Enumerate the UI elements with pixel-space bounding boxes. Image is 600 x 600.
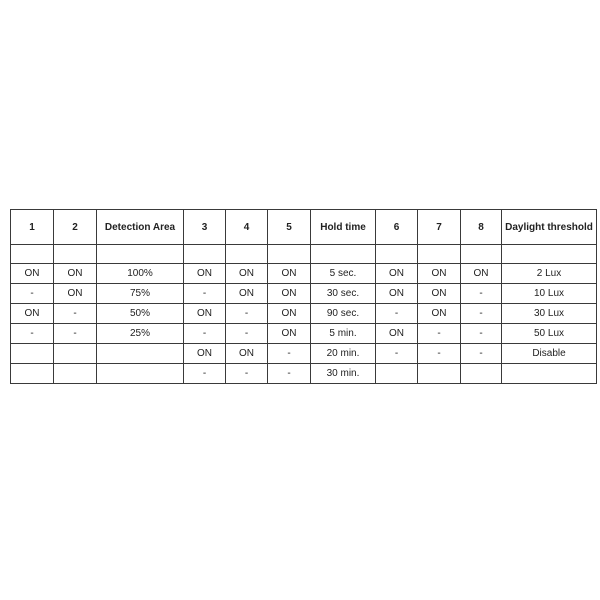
table-cell: ON (418, 304, 461, 324)
table-cell: ON (184, 264, 226, 284)
header-switch-4: 4 (226, 210, 268, 245)
table-cell: - (54, 304, 97, 324)
table-row (11, 364, 597, 384)
table-cell: ON (184, 304, 226, 324)
table-cell: 30 Lux (502, 304, 597, 324)
header-daylight-threshold: Daylight threshold (502, 210, 597, 245)
table-cell: - (226, 364, 268, 384)
table-cell: - (376, 344, 418, 364)
table-cell: ON (226, 264, 268, 284)
table-row (11, 304, 597, 324)
table-cell: 25% (97, 324, 184, 344)
table-cell: ON (268, 264, 311, 284)
table-cell (97, 344, 184, 364)
header-row (11, 210, 597, 245)
table-cell (418, 364, 461, 384)
table-cell: 5 min. (311, 324, 376, 344)
table-cell: 20 min. (311, 344, 376, 364)
table-cell (376, 245, 418, 264)
table-row (11, 264, 597, 284)
table-cell: - (268, 344, 311, 364)
table-cell: 100% (97, 264, 184, 284)
table-cell: - (461, 344, 502, 364)
table-cell: ON (376, 284, 418, 304)
table-cell: ON (184, 344, 226, 364)
table-cell: 90 sec. (311, 304, 376, 324)
table-cell (226, 245, 268, 264)
table-cell: ON (11, 264, 54, 284)
table-cell: ON (268, 304, 311, 324)
table-cell: - (418, 344, 461, 364)
table-cell: ON (268, 324, 311, 344)
table-row (11, 324, 597, 344)
header-switch-5: 5 (268, 210, 311, 245)
header-hold-time: Hold time (311, 210, 376, 245)
table-cell (461, 364, 502, 384)
table-cell: ON (54, 264, 97, 284)
table-cell: 2 Lux (502, 264, 597, 284)
table-cell: - (184, 364, 226, 384)
table-cell (418, 245, 461, 264)
table-cell: 30 sec. (311, 284, 376, 304)
dip-switch-settings-table (10, 209, 597, 384)
table-cell (184, 245, 226, 264)
table-cell (11, 364, 54, 384)
table-cell: Disable (502, 344, 597, 364)
table-cell (54, 364, 97, 384)
table-cell: - (461, 284, 502, 304)
table-row (11, 344, 597, 364)
table-cell (502, 245, 597, 264)
header-switch-3: 3 (184, 210, 226, 245)
table-cell (54, 344, 97, 364)
table-cell: ON (418, 284, 461, 304)
header-switch-6: 6 (376, 210, 418, 245)
spacer-row (11, 245, 597, 264)
table-cell: ON (11, 304, 54, 324)
header-detection-area: Detection Area (97, 210, 184, 245)
table-cell: - (268, 364, 311, 384)
table-cell: - (376, 304, 418, 324)
table-cell: 50% (97, 304, 184, 324)
table-cell: 75% (97, 284, 184, 304)
table-cell (97, 245, 184, 264)
table-cell: - (226, 324, 268, 344)
table-cell: ON (418, 264, 461, 284)
table-cell: ON (226, 344, 268, 364)
table-cell: 30 min. (311, 364, 376, 384)
table-cell: - (184, 284, 226, 304)
table-cell: 50 Lux (502, 324, 597, 344)
table-cell: 10 Lux (502, 284, 597, 304)
table-row (11, 284, 597, 304)
table-cell: ON (54, 284, 97, 304)
table-cell: - (54, 324, 97, 344)
table-cell: - (461, 304, 502, 324)
header-switch-7: 7 (418, 210, 461, 245)
header-switch-8: 8 (461, 210, 502, 245)
table-cell: ON (268, 284, 311, 304)
header-switch-2: 2 (54, 210, 97, 245)
table-cell: ON (461, 264, 502, 284)
table-cell (54, 245, 97, 264)
table-cell: ON (376, 324, 418, 344)
table-cell: - (11, 284, 54, 304)
table-cell: - (461, 324, 502, 344)
table-cell: - (418, 324, 461, 344)
table-cell: - (184, 324, 226, 344)
table-cell (502, 364, 597, 384)
table-cell: ON (376, 264, 418, 284)
table-cell (461, 245, 502, 264)
table-cell: - (11, 324, 54, 344)
table-cell: ON (226, 284, 268, 304)
table-cell (11, 245, 54, 264)
table-cell (97, 364, 184, 384)
table-cell (376, 364, 418, 384)
table-cell (11, 344, 54, 364)
table-cell (268, 245, 311, 264)
table-cell: - (226, 304, 268, 324)
table-cell: 5 sec. (311, 264, 376, 284)
table-cell (311, 245, 376, 264)
header-switch-1: 1 (11, 210, 54, 245)
